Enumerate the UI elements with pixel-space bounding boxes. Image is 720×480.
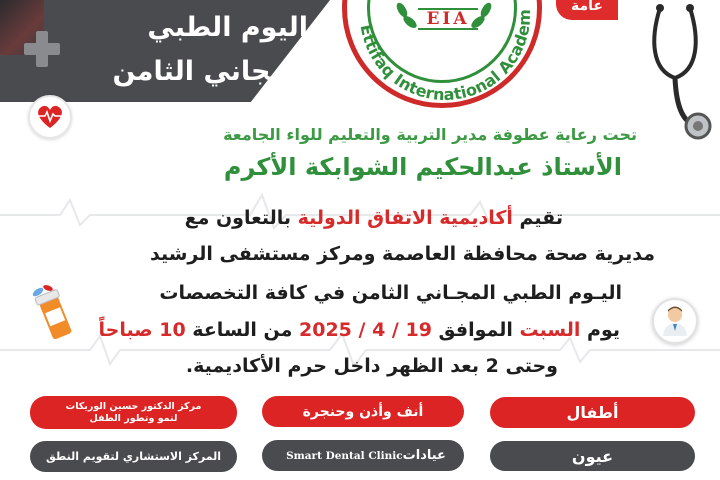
banner-title-line1: اليوم الطبي (147, 12, 308, 43)
logo-abbreviation: EIA (418, 8, 478, 30)
event-time: 10 صباحاً (98, 319, 186, 341)
body-line-2: مديرية صحة محافظة العاصمة ومركز مستشفى الرشيد (149, 243, 655, 265)
clinic-child-development (30, 396, 237, 429)
heart-ecg-icon (28, 95, 72, 139)
pill-bottle-icon (30, 284, 78, 344)
patron-name: الأستاذ عبدالحكيم الشوابكة الأكرم (223, 153, 622, 181)
clinic-dental-label: عيادات (402, 448, 446, 463)
doctor-icon (652, 298, 698, 344)
banner-title-line2: المجاني الثامن (112, 56, 308, 87)
body-line-3: اليـوم الطبي المجـاني الثامن في كافة التخصصات (159, 282, 622, 304)
category-tab: عامة (556, 0, 618, 20)
event-date: 19 / 4 / 2025 (299, 319, 432, 341)
logo-arc-label: Ettifaq International Academ (356, 8, 535, 105)
clinic-pediatrics: أطفال (490, 397, 695, 428)
body-line-1: تقيم أكاديمية الاتفاق الدولية بالتعاون مع (184, 207, 563, 229)
academy-name: أكاديمية الاتفاق الدولية (297, 207, 513, 229)
plus-icon (22, 29, 62, 69)
clinic-speech-therapy: المركز الاستشاري لتقويم النطق (30, 441, 237, 472)
clinic-child-development-line1: مركز الدكتور حسين الوريكات (65, 400, 202, 412)
clinic-dental (262, 440, 464, 471)
clinic-ent: أنف وأذن وحنجرة (262, 396, 464, 427)
body-line-5: وحتى 2 بعد الظهر داخل حرم الأكاديمية. (185, 355, 558, 377)
clinic-child-development-line2: لنمو وتطور الطفل (89, 412, 178, 424)
event-day: السبت (519, 319, 581, 341)
clinic-ophthalmology: عيون (490, 441, 695, 471)
body-line-4-date: يوم السبت الموافق 19 / 4 / 2025 من الساعة 10 صباحاً (98, 319, 620, 341)
clinic-dental-name: Smart Dental Clinic (286, 449, 403, 462)
patronage-line: تحت رعاية عطوفة مدير التربية والتعليم للواء الجامعة (223, 125, 637, 144)
